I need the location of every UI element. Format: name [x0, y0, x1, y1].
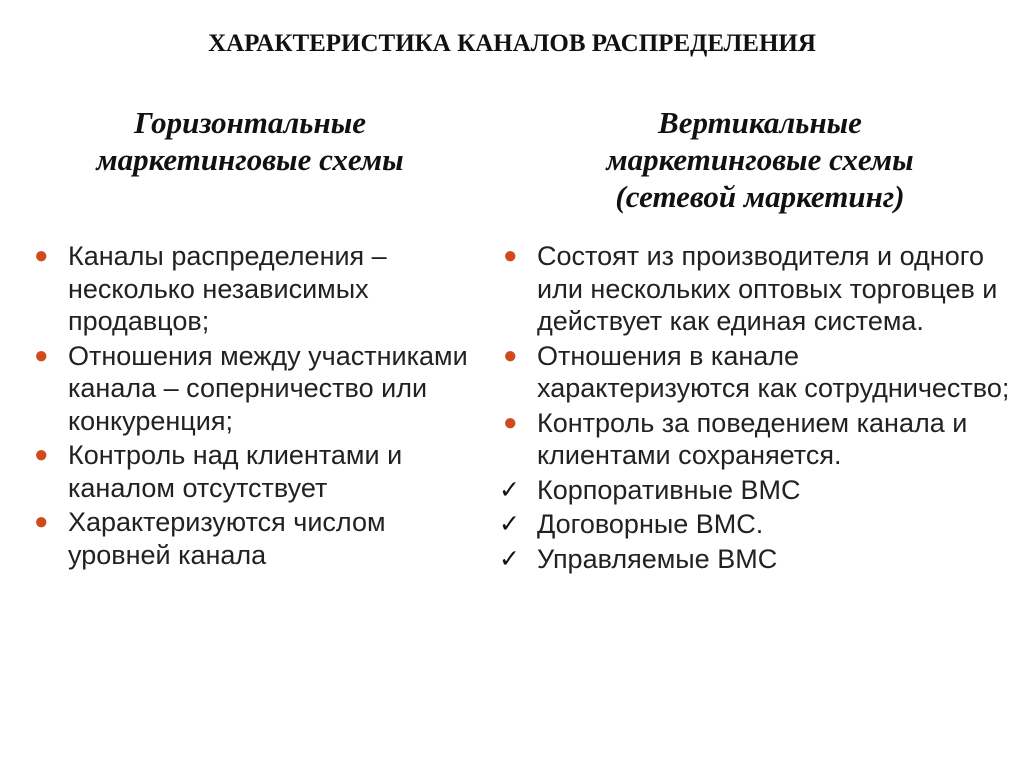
checkmark-icon: ✓ — [499, 475, 520, 504]
bullet-icon: ● — [503, 341, 518, 369]
bullet-icon: ● — [34, 508, 49, 535]
heading-line: маркетинговые схемы — [96, 142, 404, 177]
right-bullet-list — [499, 240, 1013, 577]
right-column-heading — [530, 104, 990, 215]
item-text: Корпоративные ВМС — [537, 474, 801, 505]
list-item — [34, 439, 474, 504]
heading-line: (сетевой маркетинг) — [615, 179, 905, 214]
item-text: Отношения между участниками канала – соперничество или конкуренция; — [68, 340, 468, 436]
checkmark-icon: ✓ — [499, 544, 520, 573]
slide-title: ХАРАКТЕРИСТИКА КАНАЛОВ РАСПРЕДЕЛЕНИЯ — [208, 30, 816, 57]
list-item — [503, 240, 1013, 338]
bullet-icon: ● — [503, 408, 518, 436]
left-column-heading — [20, 104, 480, 178]
item-text: Договорные ВМС. — [537, 509, 764, 539]
list-item — [34, 240, 474, 338]
list-item — [503, 407, 1013, 472]
check-item — [499, 508, 1013, 541]
left-bullet-list — [34, 240, 474, 573]
list-item — [34, 340, 474, 438]
checkmark-icon: ✓ — [499, 510, 520, 538]
item-text: Контроль за поведением канала и клиентами сохраняется. — [537, 407, 968, 470]
bullet-icon: ● — [34, 341, 49, 369]
list-item — [503, 340, 1013, 405]
list-item — [34, 506, 474, 571]
item-text: Управляемые ВМС — [537, 543, 778, 574]
heading-line: маркетинговые схемы — [606, 142, 914, 177]
bullet-icon: ● — [503, 242, 518, 269]
item-text: Контроль над клиентами и каналом отсутствует — [68, 440, 403, 503]
item-text: Состоят из производителя и одного или нескольких оптовых торговцев и действует как единая система. — [537, 241, 998, 336]
check-item — [499, 543, 1013, 576]
heading-line: Горизонтальные — [134, 105, 366, 140]
item-text: Каналы распределения – несколько независимых продавцов; — [68, 241, 387, 336]
item-text: Отношения в канале характеризуются как сотрудничество; — [537, 340, 1010, 403]
check-item — [499, 474, 1013, 507]
heading-line: Вертикальные — [658, 105, 862, 140]
bullet-icon: ● — [34, 441, 49, 468]
item-text: Характеризуются числом уровней канала — [68, 507, 386, 570]
bullet-icon: ● — [34, 242, 49, 269]
